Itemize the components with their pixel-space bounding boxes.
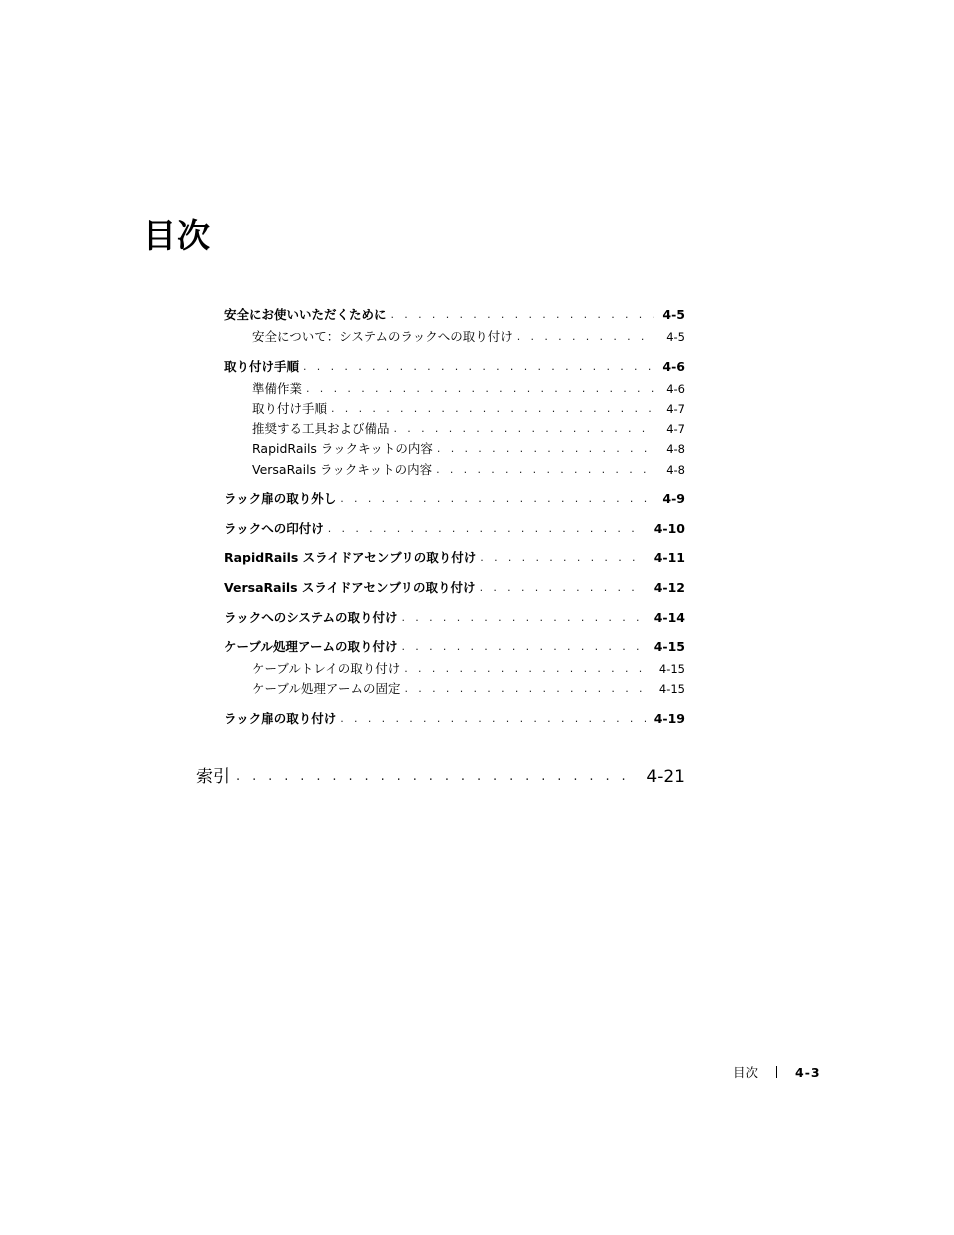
toc-entry-page: 4-6	[666, 382, 685, 396]
toc-entry-page: 4-15	[653, 639, 685, 654]
toc-entry-label: ケーブル処理アームの取り付け	[224, 639, 398, 654]
toc-entry-label: 準備作業	[252, 381, 303, 396]
toc-entry-page: 4-19	[653, 711, 685, 726]
footer-page-number: 4-3	[795, 1064, 821, 1080]
toc-entry-label: ラックへの印付け	[224, 521, 324, 536]
dot-leader	[328, 520, 646, 538]
toc-entry-label: 安全にお使いいただくために	[224, 307, 387, 322]
toc-entry-label: VersaRails スライドアセンブリの取り付け	[224, 580, 476, 595]
toc-entry-label: RapidRails ラックキットの内容	[252, 441, 433, 456]
dot-leader	[517, 328, 655, 346]
dot-leader	[331, 400, 655, 418]
toc-entry-label: 取り付け手順	[252, 401, 328, 416]
footer-separator	[776, 1066, 777, 1078]
toc-entry[interactable]	[224, 636, 685, 656]
toc-entry-label: ラックへのシステムの取り付け	[224, 610, 398, 625]
toc-entry-page: 4-5	[662, 307, 685, 322]
toc-entry[interactable]	[224, 607, 685, 627]
toc-entry-page: 4-9	[662, 491, 685, 506]
toc-subentry[interactable]	[224, 438, 685, 458]
dot-leader	[404, 660, 651, 678]
toc-entry-page: 4-6	[662, 359, 685, 374]
toc-entry-page: 4-14	[653, 610, 685, 625]
toc-entry-page: 4-8	[666, 442, 685, 456]
toc-entry[interactable]	[224, 518, 685, 538]
toc-subentry[interactable]	[224, 418, 685, 438]
toc-entry[interactable]	[224, 356, 685, 376]
toc-entry[interactable]	[224, 708, 685, 728]
toc-entry[interactable]	[224, 577, 685, 597]
toc-entry-label: RapidRails スライドアセンブリの取り付け	[224, 550, 477, 565]
toc-entry-label: VersaRails ラックキットの内容	[252, 462, 433, 477]
toc-entry-label: ラック扉の取り外し	[224, 491, 337, 506]
toc-entry-page: 4-12	[653, 580, 685, 595]
dot-leader	[340, 490, 654, 508]
toc-entry-page: 4-7	[666, 422, 685, 436]
toc-subentry[interactable]	[224, 678, 685, 698]
toc-entry[interactable]	[224, 304, 685, 324]
dot-leader	[480, 579, 646, 597]
dot-leader	[405, 680, 651, 698]
footer-section-title: 目次	[733, 1065, 759, 1080]
index-page: 4-21	[646, 767, 685, 787]
toc-entry-label: 推奨する工具および備品	[252, 421, 390, 436]
dot-leader	[480, 549, 645, 567]
toc-entry-page: 4-15	[658, 662, 685, 676]
dot-leader	[340, 710, 645, 728]
index-label: 索引	[196, 767, 230, 787]
toc-entry-label: 安全について：システムのラックへの取り付け	[252, 329, 513, 344]
dot-leader	[436, 461, 655, 479]
page-title: 目次	[143, 216, 211, 255]
toc-subentry[interactable]	[224, 398, 685, 418]
toc-entry-page: 4-10	[653, 521, 685, 536]
dot-leader	[394, 420, 655, 438]
toc-entry-page: 4-15	[658, 682, 685, 696]
toc-entry-page: 4-5	[666, 330, 685, 344]
toc-entry[interactable]	[224, 488, 685, 508]
dot-leader	[437, 440, 655, 458]
toc-subentry[interactable]	[224, 378, 685, 398]
toc-entry-label: 取り付け手順	[224, 359, 300, 374]
toc-subentry[interactable]	[224, 326, 685, 346]
page-footer	[733, 1062, 823, 1082]
dot-leader	[306, 380, 655, 398]
toc-entry-page: 4-7	[666, 402, 685, 416]
toc-entry-label: ケーブルトレイの取り付け	[252, 661, 401, 676]
toc-entry-page: 4-8	[666, 463, 685, 477]
toc-entry-label: ケーブル処理アームの固定	[252, 681, 401, 696]
dot-leader	[236, 766, 634, 788]
dot-leader	[391, 306, 655, 324]
dot-leader	[402, 609, 646, 627]
dot-leader	[303, 358, 654, 376]
toc-entry-label: ラック扉の取り付け	[224, 711, 337, 726]
index-entry[interactable]	[196, 764, 685, 788]
toc-entry-page: 4-11	[653, 550, 685, 565]
toc-subentry[interactable]	[224, 459, 685, 479]
toc-entry[interactable]	[224, 547, 685, 567]
dot-leader	[402, 638, 646, 656]
toc-subentry[interactable]	[224, 658, 685, 678]
